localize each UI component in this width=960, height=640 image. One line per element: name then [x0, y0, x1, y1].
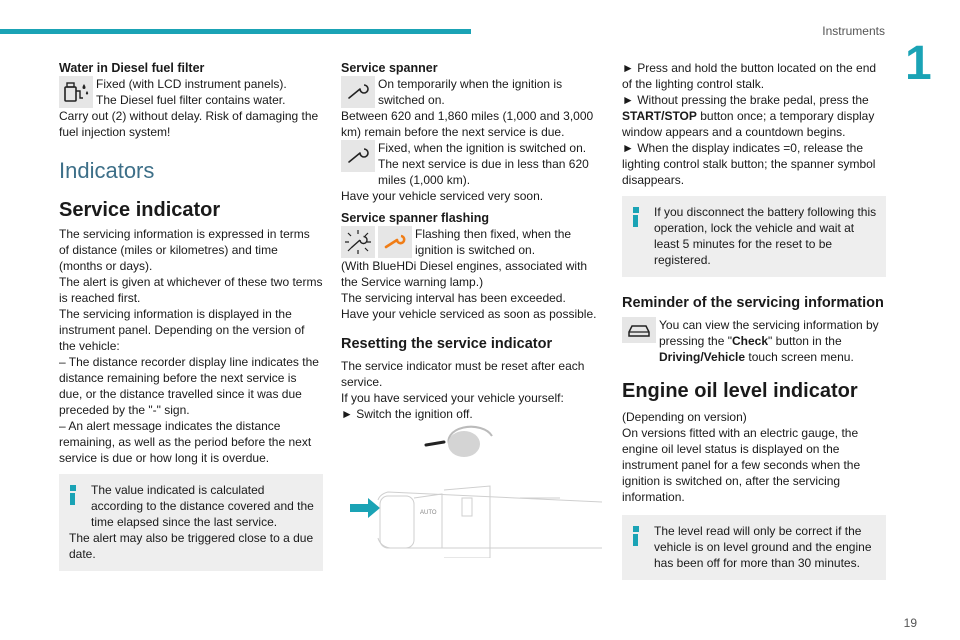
spanner-text-1: On temporarily when the ignition is switched on.: [378, 77, 563, 107]
column-left: [59, 60, 323, 571]
spanner-text-2: Fixed, when the ignition is switched on. The next service is due in less than 620 miles (1,000 km).: [378, 141, 589, 187]
reset-p2: If you have serviced your vehicle yourself:: [341, 391, 564, 405]
water-icon-text-2: The Diesel fuel filter contains water.: [96, 93, 286, 107]
flashing-icon-row: [341, 226, 603, 258]
top-accent-bar: [0, 29, 471, 34]
flashing-body-3: Have your vehicle serviced as soon as possible.: [341, 307, 597, 321]
spanner-icon-row-1: [341, 76, 603, 108]
water-heading: Water in Diesel fuel filter: [59, 61, 205, 75]
reset-step-4: ► When the display indicates =0, release the lighting control stalk button; the spanner symbol disappears.: [622, 141, 876, 187]
flashing-spanner-icon: [341, 226, 375, 258]
reset-step-3: ► Without pressing the brake pedal, press the START/STOP button once; a temporary display window appears and a countdown begins.: [622, 93, 875, 139]
service-indicator-heading: Service indicator: [59, 199, 221, 221]
stalk-label-auto: AUTO: [420, 510, 437, 516]
info-icon: [633, 526, 640, 546]
info-box-reset: [622, 196, 886, 277]
reset-p1: The service indicator must be reset after each service.: [341, 359, 585, 389]
car-icon: [622, 317, 656, 343]
service-bullet-2: – An alert message indicates the distance remaining, as well as the period before the next service is due or how long it is overdue.: [59, 419, 312, 465]
steering-wheel-icon: [426, 427, 492, 457]
info-reset-text: If you disconnect the battery following this operation, lock the vehicle and wait at least 5 minutes for the reset to be registered.: [654, 205, 877, 267]
reminder-text: You can view the servicing information by pressing the "Check" button in the Driving/Vehicle touch screen menu.: [659, 318, 879, 364]
spanner-icon: [341, 140, 375, 172]
reminder-icon-row: [622, 317, 886, 365]
indicators-heading: Indicators: [59, 158, 155, 183]
page-number: 19: [903, 616, 917, 630]
service-bullet-1: – The distance recorder display line indicates the distance remaining before the next service is due, or the distance travelled since it was due preceded by the "-" sign.: [59, 355, 319, 417]
info-text-1: The value indicated is calculated according to the distance covered and the time elapsed since the last service.: [91, 483, 314, 529]
section-title: Instruments: [822, 24, 885, 38]
flashing-body-1: (With BlueHDi Diesel engines, associated with the Service warning lamp.): [341, 259, 588, 289]
info-box-service: [59, 474, 323, 571]
flashing-text: Flashing then fixed, when the ignition is switched on.: [415, 227, 572, 257]
info-box-level: [622, 515, 886, 580]
info-icon: [633, 207, 640, 227]
fuel-filter-water-icon: [59, 76, 93, 108]
reminder-heading: Reminder of the servicing information: [622, 295, 884, 311]
flashing-heading: Service spanner flashing: [341, 211, 489, 225]
water-body: Carry out (2) without delay. Risk of damaging the fuel injection system!: [59, 109, 319, 139]
spanner-body-1: Between 620 and 1,860 miles (1,000 and 3,000 km) remain before the next service is due.: [341, 109, 594, 139]
info-level-text: The level read will only be correct if the vehicle is on level ground and the engine has been off for more than 30 minutes.: [654, 524, 872, 570]
column-middle: [341, 60, 603, 422]
info-text-2: The alert may also be triggered close to a due date.: [69, 531, 314, 561]
lighting-stalk-icon: [378, 486, 602, 558]
spanner-icon-row-2: [341, 140, 603, 188]
spanner-body-2: Have your vehicle serviced very soon.: [341, 189, 544, 203]
orange-spanner-icon: [378, 226, 412, 258]
lighting-stalk-illustration: [340, 418, 602, 558]
column-right: [622, 60, 886, 580]
service-p2: The alert is given at whichever of these two terms is reached first.: [59, 275, 323, 305]
engine-p1: (Depending on version): [622, 410, 747, 424]
reset-step-2: ► Press and hold the button located on the end of the lighting control stalk.: [622, 61, 877, 91]
arrow-icon: [350, 498, 380, 518]
reset-step-1: ► Switch the ignition off.: [341, 407, 473, 421]
water-icon-text-1: Fixed (with LCD instrument panels).: [96, 77, 287, 91]
water-icon-row: [59, 76, 323, 108]
chapter-number: 1: [905, 37, 932, 90]
info-icon: [70, 485, 77, 505]
flashing-body-2: The servicing interval has been exceeded.: [341, 291, 566, 305]
reset-heading: Resetting the service indicator: [341, 336, 553, 352]
engine-heading: Engine oil level indicator: [622, 380, 858, 402]
engine-p2: On versions fitted with an electric gauge, the engine oil level status is displayed on the instrument panel for a few seconds when the ignition is switched on, after the servicing information.: [622, 426, 861, 504]
spanner-heading: Service spanner: [341, 61, 438, 75]
service-p1: The servicing information is expressed in terms of distance (miles or kilometres) and time (months or days).: [59, 227, 310, 273]
spanner-icon: [341, 76, 375, 108]
service-p3: The servicing information is displayed in the instrument panel. Depending on the version of the vehicle:: [59, 307, 305, 353]
